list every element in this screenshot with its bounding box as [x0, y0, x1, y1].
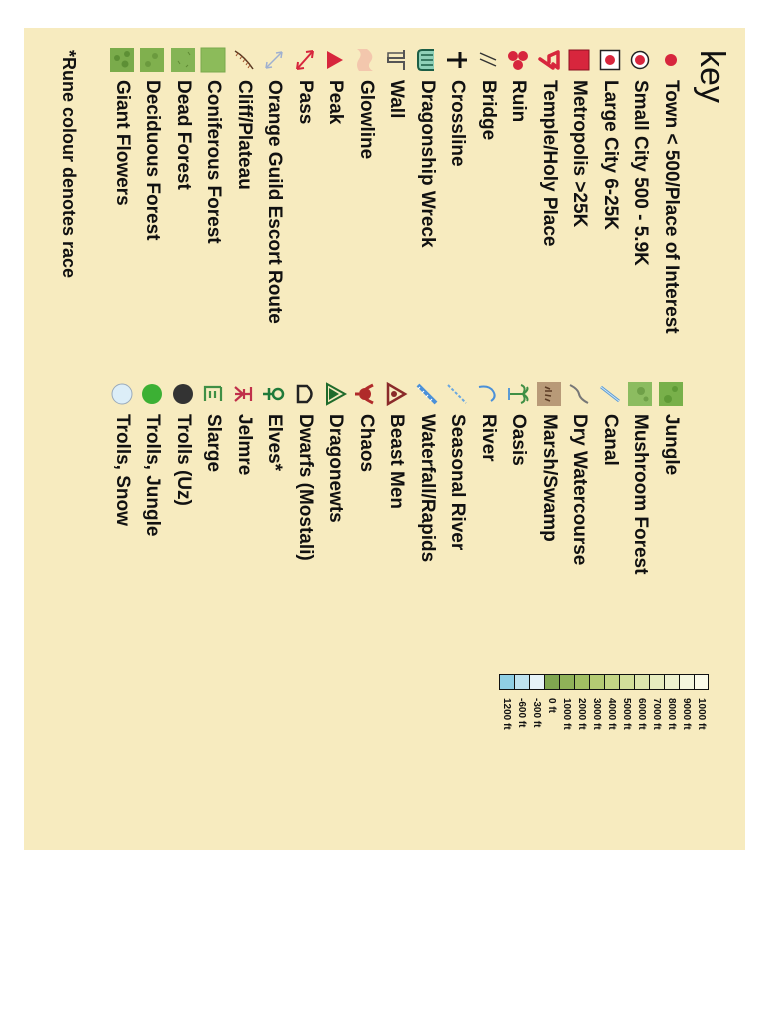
legend-label: Dry Watercourse — [569, 414, 591, 566]
elves-icon — [261, 380, 289, 408]
pass-icon — [291, 46, 319, 74]
legend-item-oasis — [505, 380, 533, 466]
legend-label: River — [478, 414, 499, 462]
seasonal-river-icon — [444, 380, 472, 408]
small-city-icon — [627, 46, 655, 74]
jelmre-icon — [230, 380, 258, 408]
beast-men-icon — [383, 380, 411, 408]
legend-label: Glowline — [356, 80, 377, 160]
legend-label: Crossline — [447, 80, 469, 167]
oasis-icon — [505, 380, 533, 408]
elevation-label: -300 ft — [531, 698, 542, 728]
elevation-label: 1000 ft — [696, 698, 707, 730]
legend-item-dead-forest — [169, 46, 197, 190]
legend-item-peak — [322, 46, 350, 124]
legend-item-giant-flowers — [108, 46, 136, 206]
elevation-swatch — [664, 674, 679, 690]
peak-icon — [322, 46, 350, 74]
elevation-swatch — [634, 674, 649, 690]
legend-label: Town < 500/Place of Interest — [661, 80, 682, 334]
legend-label: Metropolis >25K — [569, 80, 591, 228]
legend-item-escort-route — [261, 46, 289, 324]
elevation-label: 2000 ft — [576, 698, 587, 730]
legend-label: Trolls, Snow — [112, 414, 133, 526]
footnote: *Rune colour denotes race — [59, 50, 79, 279]
legend-item-trolls-snow — [108, 380, 136, 526]
giant-flowers-icon — [108, 46, 136, 74]
legend-label: Giant Flowers — [112, 80, 133, 206]
trolls-jungle-icon — [139, 380, 167, 408]
legend-item-waterfall — [413, 380, 441, 562]
legend-item-deciduous-forest — [139, 46, 167, 240]
elevation-swatch — [559, 674, 574, 690]
legend-item-trolls-jungle — [139, 380, 167, 536]
coniferous-forest-icon — [200, 46, 228, 74]
river-icon — [474, 380, 502, 408]
legend-label: Beast Men — [386, 414, 408, 510]
legend-label: Dwarfs (Mostali) — [295, 414, 316, 561]
legend-label: Slarge — [203, 414, 225, 473]
legend-item-jelmre — [230, 380, 258, 475]
legend-item-beast-men — [383, 380, 411, 509]
dwarfs-icon — [291, 380, 319, 408]
chaos-icon — [352, 380, 380, 408]
legend-label: Seasonal River — [447, 414, 469, 551]
elevation-swatch — [514, 674, 529, 690]
key-title: key — [693, 50, 731, 103]
large-city-icon — [596, 46, 624, 74]
legend-label: Deciduous Forest — [142, 80, 164, 241]
legend-item-trolls-uz — [169, 380, 197, 506]
elevation-swatch — [619, 674, 634, 690]
elevation-swatch — [649, 674, 664, 690]
legend-item-river — [474, 380, 502, 462]
legend-label: Ruin — [508, 80, 530, 123]
legend-label: Cliff/Plateau — [234, 80, 255, 190]
map-key-content — [24, 28, 745, 850]
legend-label: Chaos — [356, 414, 377, 473]
legend-item-crossline — [444, 46, 472, 167]
elevation-label: 5000 ft — [621, 698, 632, 730]
elevation-label: 7000 ft — [651, 698, 662, 730]
elevation-label: 0 ft — [546, 698, 557, 713]
legend-item-jungle — [657, 380, 685, 475]
slarge-icon — [200, 380, 228, 408]
temple-icon — [535, 46, 563, 74]
trolls-snow-icon — [108, 380, 136, 408]
legend-item-town — [657, 46, 685, 334]
legend-item-pass — [291, 46, 319, 124]
metropolis-icon — [566, 46, 594, 74]
wall-icon — [383, 46, 411, 74]
elevation-label: 3000 ft — [591, 698, 602, 730]
dry-watercourse-icon — [566, 380, 594, 408]
mushroom-forest-icon — [627, 380, 655, 408]
legend-item-metropolis — [566, 46, 594, 227]
legend-label: Jelmre — [234, 414, 255, 476]
legend-item-wall — [383, 46, 411, 118]
legend-item-cliff — [230, 46, 258, 190]
canal-icon — [596, 380, 624, 408]
crossline-icon — [444, 46, 472, 74]
legend-label: Dragonewts — [325, 414, 347, 523]
elevation-swatch — [529, 674, 544, 690]
legend-item-elves — [261, 380, 289, 471]
legend-item-coniferous-forest — [200, 46, 228, 244]
legend-label: Dead Forest — [173, 80, 194, 190]
elevation-swatch — [574, 674, 589, 690]
deciduous-forest-icon — [139, 46, 167, 74]
legend-label: Waterfall/Rapids — [417, 414, 438, 563]
legend-label: Trolls, Jungle — [142, 414, 164, 537]
legend-item-dragonship-wreck — [413, 46, 441, 248]
legend-item-dragonewts — [322, 380, 350, 523]
elevation-label: 6000 ft — [636, 698, 647, 730]
elevation-swatch — [604, 674, 619, 690]
legend-item-slarge — [200, 380, 228, 472]
elevation-swatch — [544, 674, 559, 690]
map-key-panel — [24, 28, 745, 850]
dead-forest-icon — [169, 46, 197, 74]
elevation-swatch — [679, 674, 694, 690]
legend-label: Canal — [600, 414, 621, 466]
elevation-label: 1200 ft — [501, 698, 512, 730]
legend-label: Oasis — [508, 414, 530, 466]
legend-label: Mushroom Forest — [630, 414, 652, 575]
elevation-label: 9000 ft — [681, 698, 692, 730]
elevation-label: 8000 ft — [666, 698, 677, 730]
legend-label: Peak — [325, 80, 347, 125]
legend-item-temple — [535, 46, 563, 247]
marsh-icon — [535, 380, 563, 408]
legend-item-bridge — [474, 46, 502, 140]
legend-label: Large City 6-25K — [600, 80, 621, 230]
legend-item-glowline — [352, 46, 380, 159]
elevation-label: 1000 ft — [561, 698, 572, 730]
legend-item-marsh — [535, 380, 563, 542]
legend-label: Coniferous Forest — [203, 80, 225, 244]
elevation-label: -600 ft — [516, 698, 527, 728]
legend-item-mushroom-forest — [627, 380, 655, 574]
jungle-icon — [657, 380, 685, 408]
legend-item-canal — [596, 380, 624, 466]
elevation-swatch — [499, 674, 514, 690]
bridge-icon — [474, 46, 502, 74]
elevation-swatch — [589, 674, 604, 690]
legend-label: Bridge — [478, 80, 499, 141]
cliff-icon — [230, 46, 258, 74]
legend-label: Trolls (Uz) — [173, 414, 194, 506]
elevation-swatch — [694, 674, 709, 690]
legend-item-dry-watercourse — [566, 380, 594, 565]
dragonewts-icon — [322, 380, 350, 408]
legend-item-seasonal-river — [444, 380, 472, 550]
legend-item-small-city — [627, 46, 655, 266]
legend-label: Pass — [295, 80, 316, 125]
legend-label: Small City 500 - 5.9K — [630, 80, 652, 266]
elevation-label: 4000 ft — [606, 698, 617, 730]
escort-route-icon — [261, 46, 289, 74]
legend-label: Wall — [386, 80, 408, 119]
legend-label: Elves* — [264, 414, 286, 472]
legend-item-dwarfs — [291, 380, 319, 561]
legend-label: Temple/Holy Place — [539, 80, 560, 247]
dragonship-wreck-icon — [413, 46, 441, 74]
legend-label: Jungle — [661, 414, 682, 476]
legend-item-chaos — [352, 380, 380, 472]
town-icon — [657, 46, 685, 74]
legend-item-large-city — [596, 46, 624, 230]
glowline-icon — [352, 46, 380, 74]
waterfall-icon — [413, 380, 441, 408]
legend-label: Dragonship Wreck — [417, 80, 438, 248]
legend-label: Marsh/Swamp — [539, 414, 560, 542]
legend-item-ruin — [505, 46, 533, 122]
trolls-uz-icon — [169, 380, 197, 408]
legend-label: Orange Guild Escort Route — [264, 80, 286, 324]
ruin-icon — [505, 46, 533, 74]
